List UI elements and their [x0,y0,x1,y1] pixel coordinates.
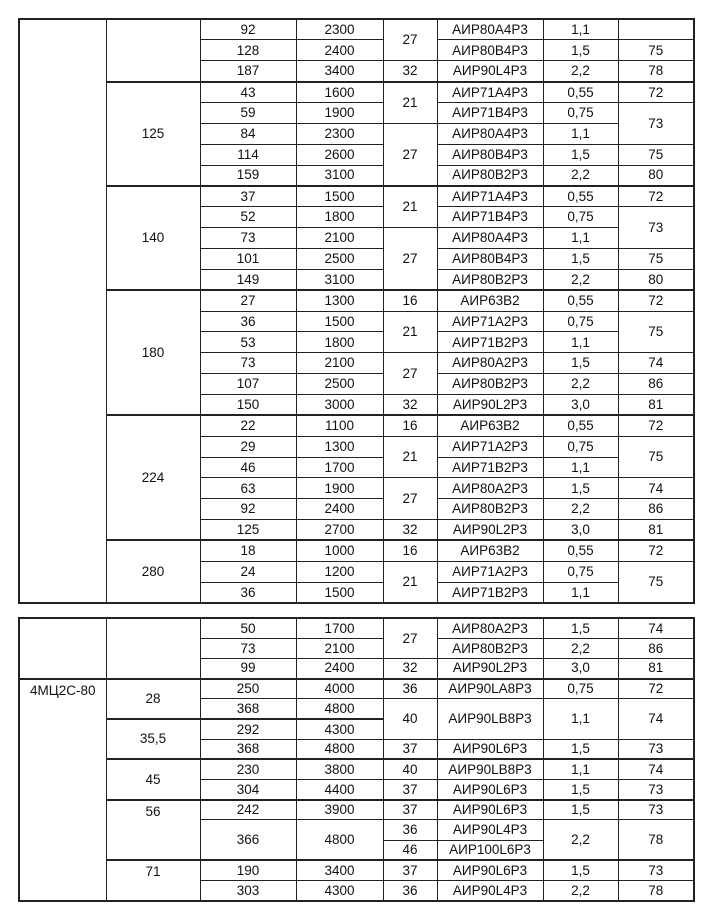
cell-r5-c5: АИР80А4Р3 [437,123,543,144]
cell-r24-c4: 32 [383,520,437,541]
cell-r20-c4: 21 [383,436,437,478]
cell-r4-c2: 368 [200,699,296,719]
cell-r8-c7: 73 [618,780,694,800]
cell-r10-c6: 2,2 [543,820,618,860]
cell-r13-c2: 27 [200,290,296,311]
cell-r3-c5: АИР90LA8Р3 [437,679,543,699]
cell-r12-c2: 190 [200,860,296,880]
cell-r13-c6: 0,55 [543,290,618,311]
cell-r12-c2: 149 [200,269,296,290]
cell-r2-c3: 3400 [296,61,383,82]
cell-r13-c1: 180 [106,290,200,415]
cell-r8-c2: 304 [200,780,296,800]
cell-r13-c3: 1300 [296,290,383,311]
cell-r9-c6: 0,75 [543,207,618,228]
cell-r16-c2: 73 [200,353,296,374]
cell-r0-c5: АИР80А2Р3 [437,618,543,638]
cell-r5-c1: 35,5 [106,719,200,759]
table-row [19,618,694,638]
cell-r9-c2: 52 [200,207,296,228]
cell-r25-c4: 16 [383,540,437,561]
cell-r22-c3: 1900 [296,478,383,499]
cell-r2-c6: 3,0 [543,658,618,678]
table-row [19,19,694,40]
cell-r17-c2: 107 [200,374,296,395]
cell-r15-c2: 53 [200,332,296,353]
cell-r17-c5: АИР80В2Р3 [437,374,543,395]
cell-r3-c2: 43 [200,82,296,103]
cell-r20-c5: АИР71А2Р3 [437,436,543,457]
cell-r22-c5: АИР80А2Р3 [437,478,543,499]
cell-r23-c2: 92 [200,499,296,520]
cell-r11-c7: 75 [618,248,694,269]
cell-r26-c5: АИР71А2Р3 [437,561,543,582]
cell-r7-c6: 1,1 [543,759,618,779]
cell-r1-c3: 2400 [296,40,383,61]
cell-r3-c2: 250 [200,679,296,699]
cell-r12-c7: 73 [618,860,694,880]
cell-r24-c3: 2700 [296,520,383,541]
cell-r5-c6: 1,1 [543,123,618,144]
cell-r5-c3: 4300 [296,719,383,739]
cell-r14-c4: 21 [383,311,437,353]
cell-r23-c7: 86 [618,499,694,520]
cell-r0-c1 [106,618,200,679]
cell-r1-c5: АИР80В4Р3 [437,40,543,61]
cell-r10-c7: 78 [618,820,694,860]
cell-r4-c7: 73 [618,102,694,144]
cell-r4-c6: 0,75 [543,102,618,123]
cell-r0-c4: 27 [383,618,437,658]
cell-r3-c5: АИР71А4Р3 [437,82,543,103]
cell-r21-c3: 1700 [296,457,383,478]
cell-r16-c4: 27 [383,353,437,395]
cell-r19-c6: 0,55 [543,415,618,436]
cell-r17-c7: 86 [618,374,694,395]
cell-r27-c6: 1,1 [543,582,618,603]
cell-r26-c2: 24 [200,561,296,582]
cell-r5-c2: 292 [200,719,296,739]
cell-r14-c6: 0,75 [543,311,618,332]
cell-r9-c5: АИР71В4Р3 [437,207,543,228]
cell-r4-c5: АИР90LB8Р3 [437,699,543,739]
cell-r19-c5: АИР63В2 [437,415,543,436]
cell-r8-c6: 1,5 [543,780,618,800]
cell-r21-c6: 1,1 [543,457,618,478]
cell-r13-c5: АИР63В2 [437,290,543,311]
cell-r22-c6: 1,5 [543,478,618,499]
cell-r23-c6: 2,2 [543,499,618,520]
cell-r19-c2: 22 [200,415,296,436]
cell-r22-c4: 27 [383,478,437,520]
cell-r2-c7: 81 [618,658,694,678]
cell-r6-c3: 4800 [296,739,383,759]
cell-r25-c3: 1000 [296,540,383,561]
cell-r16-c3: 2100 [296,353,383,374]
cell-r3-c7: 72 [618,679,694,699]
cell-r4-c6: 1,1 [543,699,618,739]
table-row [19,800,694,820]
cell-r1-c3: 2100 [296,638,383,658]
table-row [19,186,694,207]
cell-r18-c3: 3000 [296,394,383,415]
cell-r0-c4: 27 [383,19,437,61]
cell-r23-c5: АИР80В2Р3 [437,499,543,520]
cell-r13-c7: 78 [618,880,694,900]
cell-r9-c6: 1,5 [543,800,618,820]
cell-r4-c2: 59 [200,102,296,123]
cell-r10-c3: 4800 [296,820,383,860]
cell-r2-c4: 32 [383,658,437,678]
cell-r19-c1: 224 [106,415,200,540]
cell-r19-c7: 72 [618,415,694,436]
cell-r25-c5: АИР63В2 [437,540,543,561]
cell-r10-c2: 366 [200,820,296,860]
table-row [19,82,694,103]
cell-r0-c0 [19,19,106,603]
cell-r11-c6: 1,5 [543,248,618,269]
cell-r7-c6: 2,2 [543,165,618,186]
cell-r1-c2: 73 [200,638,296,658]
cell-r11-c5: АИР80В4Р3 [437,248,543,269]
cell-r17-c3: 2500 [296,374,383,395]
cell-r7-c2: 159 [200,165,296,186]
cell-r9-c5: АИР90L6Р3 [437,800,543,820]
cell-r7-c4: 40 [383,759,437,779]
cell-r12-c5: АИР80В2Р3 [437,269,543,290]
cell-r2-c3: 2400 [296,658,383,678]
cell-r18-c5: АИР90L2Р3 [437,394,543,415]
cell-r4-c5: АИР71В4Р3 [437,102,543,123]
cell-r2-c5: АИР90L2Р3 [437,658,543,678]
cell-r12-c3: 3100 [296,269,383,290]
cell-r15-c6: 1,1 [543,332,618,353]
cell-r12-c1: 71 [106,860,200,900]
cell-r11-c3: 2500 [296,248,383,269]
cell-r6-c2: 114 [200,144,296,165]
cell-r6-c5: АИР90L6Р3 [437,739,543,759]
cell-r7-c5: АИР80В2Р3 [437,165,543,186]
cell-r2-c5: АИР90L4Р3 [437,61,543,82]
cell-r23-c3: 2400 [296,499,383,520]
cell-r18-c4: 32 [383,394,437,415]
spec-table-lower [18,617,695,902]
cell-r10-c4: 36 [383,820,437,840]
cell-r3-c1: 28 [106,679,200,719]
cell-r24-c5: АИР90L2Р3 [437,520,543,541]
cell-r9-c2: 242 [200,800,296,820]
cell-r13-c2: 303 [200,880,296,900]
cell-r3-c1: 125 [106,82,200,186]
cell-r14-c2: 36 [200,311,296,332]
cell-r7-c7: 80 [618,165,694,186]
cell-r6-c2: 368 [200,739,296,759]
cell-r2-c7: 78 [618,61,694,82]
cell-r9-c3: 3900 [296,800,383,820]
cell-r11-c2: 101 [200,248,296,269]
cell-r8-c3: 1500 [296,186,383,207]
cell-r14-c3: 1500 [296,311,383,332]
cell-r1-c6: 2,2 [543,638,618,658]
cell-r5-c2: 84 [200,123,296,144]
cell-r27-c5: АИР71В2Р3 [437,582,543,603]
table-row [19,415,694,436]
cell-r27-c2: 36 [200,582,296,603]
cell-r6-c4: 37 [383,739,437,759]
cell-r3-c7: 72 [618,82,694,103]
cell-r18-c7: 81 [618,394,694,415]
table-row [19,290,694,311]
cell-r8-c5: АИР90L6Р3 [437,780,543,800]
cell-r6-c7: 75 [618,144,694,165]
cell-r1-c7: 75 [618,40,694,61]
cell-r8-c3: 4400 [296,780,383,800]
cell-r18-c6: 3,0 [543,394,618,415]
cell-r8-c4: 37 [383,780,437,800]
cell-r3-c4: 36 [383,679,437,699]
table-row [19,860,694,880]
cell-r12-c5: АИР90L6Р3 [437,860,543,880]
cell-r18-c2: 150 [200,394,296,415]
cell-r9-c3: 1800 [296,207,383,228]
cell-r6-c7: 73 [618,739,694,759]
cell-r27-c3: 1500 [296,582,383,603]
cell-r12-c3: 3400 [296,860,383,880]
cell-r3-c3: 1600 [296,82,383,103]
cell-r15-c3: 1800 [296,332,383,353]
cell-r24-c6: 3,0 [543,520,618,541]
cell-r8-c2: 37 [200,186,296,207]
cell-r2-c2: 187 [200,61,296,82]
cell-r25-c2: 18 [200,540,296,561]
cell-r7-c3: 3100 [296,165,383,186]
table-row [19,679,694,699]
cell-r8-c1: 140 [106,186,200,290]
cell-r22-c2: 63 [200,478,296,499]
cell-r3-c3: 4000 [296,679,383,699]
cell-r7-c3: 3800 [296,759,383,779]
cell-r26-c4: 21 [383,561,437,603]
cell-r0-c0 [19,618,106,679]
cell-r4-c7: 74 [618,699,694,739]
cell-r20-c3: 1300 [296,436,383,457]
cell-r22-c7: 74 [618,478,694,499]
cell-r20-c6: 0,75 [543,436,618,457]
cell-r8-c6: 0,55 [543,186,618,207]
cell-r13-c7: 72 [618,290,694,311]
cell-r2-c6: 2,2 [543,61,618,82]
cell-r1-c2: 128 [200,40,296,61]
cell-r24-c2: 125 [200,520,296,541]
cell-r7-c7: 74 [618,759,694,779]
cell-r5-c3: 2300 [296,123,383,144]
cell-r9-c7: 73 [618,207,694,249]
cell-r13-c4: 16 [383,290,437,311]
cell-r0-c1 [106,19,200,82]
cell-r9-c7: 73 [618,800,694,820]
cell-r10-c2: 73 [200,228,296,249]
cell-r6-c5: АИР80В4Р3 [437,144,543,165]
cell-r0-c6: 1,5 [543,618,618,638]
table-row [19,540,694,561]
cell-r10-c4: 27 [383,228,437,291]
cell-r7-c2: 230 [200,759,296,779]
cell-r12-c6: 2,2 [543,269,618,290]
cell-r17-c6: 2,2 [543,374,618,395]
cell-r10-c3: 2100 [296,228,383,249]
cell-r25-c7: 72 [618,540,694,561]
cell-r5-c4: 27 [383,123,437,186]
cell-r3-c4: 21 [383,82,437,124]
cell-r2-c4: 32 [383,61,437,82]
cell-r8-c5: АИР71А4Р3 [437,186,543,207]
cell-r10-c6: 1,1 [543,228,618,249]
cell-r7-c5: АИР90LB8Р3 [437,759,543,779]
cell-r15-c5: АИР71В2Р3 [437,332,543,353]
cell-r2-c2: 99 [200,658,296,678]
cell-r0-c6: 1,1 [543,19,618,40]
cell-r1-c5: АИР80В2Р3 [437,638,543,658]
cell-r8-c7: 72 [618,186,694,207]
cell-r3-c6: 0,55 [543,82,618,103]
spec-table-upper [18,18,695,604]
cell-r4-c3: 1900 [296,102,383,123]
cell-r6-c6: 1,5 [543,739,618,759]
cell-r13-c6: 2,2 [543,880,618,900]
cell-r7-c1: 45 [106,759,200,799]
cell-r25-c6: 0,55 [543,540,618,561]
cell-r0-c3: 2300 [296,19,383,40]
cell-r21-c5: АИР71В2Р3 [437,457,543,478]
cell-r4-c3: 4800 [296,699,383,719]
cell-r20-c7: 75 [618,436,694,478]
cell-r6-c3: 2600 [296,144,383,165]
cell-r0-c5: АИР80А4Р3 [437,19,543,40]
cell-r16-c7: 74 [618,353,694,374]
cell-r16-c6: 1,5 [543,353,618,374]
cell-r14-c5: АИР71А2Р3 [437,311,543,332]
cell-r6-c6: 1,5 [543,144,618,165]
cell-r25-c1: 280 [106,540,200,603]
cell-r10-c5: АИР90L4Р3 [437,820,543,840]
cell-r8-c4: 21 [383,186,437,228]
cell-r0-c7: 74 [618,618,694,638]
cell-r24-c7: 81 [618,520,694,541]
cell-r0-c2: 92 [200,19,296,40]
cell-r11-c5: АИР100L6Р3 [437,840,543,860]
cell-r13-c4: 36 [383,880,437,900]
cell-r21-c2: 46 [200,457,296,478]
table-row [19,759,694,779]
cell-r9-c1: 56 [106,800,200,861]
cell-r0-c7 [618,19,694,40]
cell-r3-c0: 4МЦ2С-80 [19,679,106,901]
cell-r19-c4: 16 [383,415,437,436]
cell-r12-c4: 37 [383,860,437,880]
cell-r3-c6: 0,75 [543,679,618,699]
cell-r13-c3: 4300 [296,880,383,900]
cell-r26-c3: 1200 [296,561,383,582]
cell-r11-c4: 46 [383,840,437,860]
cell-r10-c5: АИР80А4Р3 [437,228,543,249]
cell-r0-c2: 50 [200,618,296,638]
cell-r1-c6: 1,5 [543,40,618,61]
cell-r26-c7: 75 [618,561,694,603]
cell-r1-c7: 86 [618,638,694,658]
cell-r20-c2: 29 [200,436,296,457]
cell-r19-c3: 1100 [296,415,383,436]
cell-r12-c7: 80 [618,269,694,290]
cell-r0-c3: 1700 [296,618,383,638]
cell-r14-c7: 75 [618,311,694,353]
cell-r26-c6: 0,75 [543,561,618,582]
cell-r16-c5: АИР80А2Р3 [437,353,543,374]
cell-r13-c5: АИР90L4Р3 [437,880,543,900]
cell-r9-c4: 37 [383,800,437,820]
cell-r4-c4: 40 [383,699,437,739]
cell-r12-c6: 1,5 [543,860,618,880]
